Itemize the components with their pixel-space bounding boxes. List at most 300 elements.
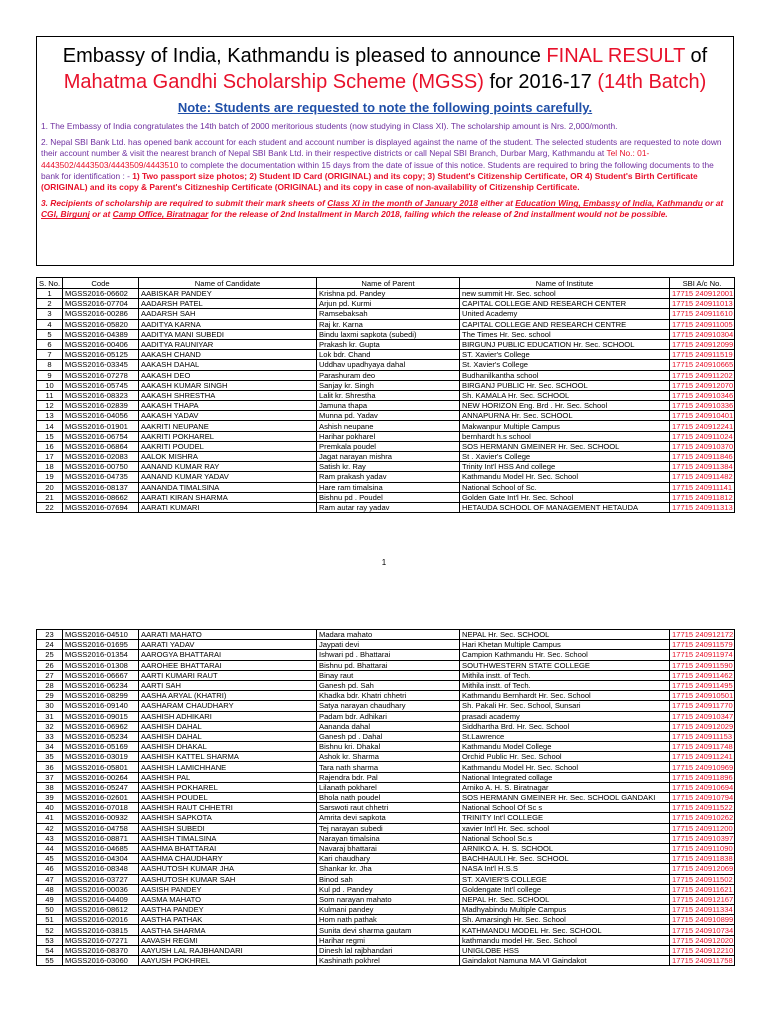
code-cell: MGSS2016-07704: [63, 299, 139, 309]
serial-number-cell: 36: [37, 762, 63, 772]
parent-name-cell: Bishnu pd . Poudel: [317, 492, 460, 502]
parent-name-cell: Jamuna thapa: [317, 401, 460, 411]
parent-name-cell: Bishnu kri. Dhakal: [317, 742, 460, 752]
institute-cell: Makwanpur Multiple Campus: [460, 421, 670, 431]
institute-cell: UNIGLOBE HSS: [460, 945, 670, 955]
candidate-name-cell: AANAND KUMAR YADAV: [139, 472, 317, 482]
parent-name-cell: Sunita devi sharma gautam: [317, 925, 460, 935]
table-row: [37, 329, 735, 339]
account-number-cell: 17715 240911610: [670, 309, 735, 319]
code-cell: MGSS2016-05801: [63, 762, 139, 772]
code-cell: MGSS2016-05247: [63, 782, 139, 792]
page-number: 1: [381, 558, 387, 567]
institute-cell: Trinity Int'l HSS And college: [460, 462, 670, 472]
candidate-name-cell: AAKRITI POKHAREL: [139, 431, 317, 441]
account-number-cell: 17715 240911519: [670, 350, 735, 360]
title-part: for 2016-17: [483, 71, 598, 93]
table-row: [37, 401, 735, 411]
serial-number-cell: 47: [37, 874, 63, 884]
institute-cell: Arniko A. H. S. Biratnagar: [460, 782, 670, 792]
serial-number-cell: 42: [37, 823, 63, 833]
serial-number-cell: 48: [37, 884, 63, 894]
point-3-text: for the release of 2nd Installment in March 2018, failing which the release of 2nd installment would not be possible.: [208, 209, 668, 220]
code-cell: MGSS2016-09015: [63, 711, 139, 721]
serial-number-cell: 37: [37, 772, 63, 782]
parent-name-cell: Padam bdr. Adhikari: [317, 711, 460, 721]
submission-period: Class XI in the month of January 2018: [327, 198, 479, 209]
account-number-cell: 17715 240910346: [670, 390, 735, 400]
parent-name-cell: Hare ram timalsina: [317, 482, 460, 492]
table-row: [37, 462, 735, 472]
parent-name-cell: Ram prakash yadav: [317, 472, 460, 482]
parent-name-cell: Shankar kr. Jha: [317, 864, 460, 874]
code-cell: MGSS2016-05169: [63, 742, 139, 752]
table-row: [37, 691, 735, 701]
code-cell: MGSS2016-05125: [63, 350, 139, 360]
table-row: [37, 925, 735, 935]
table-row: [37, 731, 735, 741]
notice-header: [36, 36, 734, 266]
serial-number-cell: 51: [37, 915, 63, 925]
candidate-name-cell: AARATI YADAV: [139, 640, 317, 650]
table-row: [37, 472, 735, 482]
title-part: Embassy of India, Kathmandu is pleased to announce: [62, 45, 547, 67]
institute-cell: Mithila instt. of Tech.: [460, 680, 670, 690]
parent-name-cell: Som narayan mahato: [317, 894, 460, 904]
parent-name-cell: Harihar pokharel: [317, 431, 460, 441]
point-3-text: either at: [478, 198, 516, 209]
candidate-name-cell: AASHA ARYAL (KHATRI): [139, 691, 317, 701]
table-row: [37, 289, 735, 299]
table-row: [37, 680, 735, 690]
table-row: [37, 711, 735, 721]
serial-number-cell: 17: [37, 452, 63, 462]
candidate-name-cell: AADARSH PATEL: [139, 299, 317, 309]
serial-number-cell: 19: [37, 472, 63, 482]
parent-name-cell: Uddhav upadhyaya dahal: [317, 360, 460, 370]
column-header: Name of Parent: [317, 278, 460, 289]
code-cell: MGSS2016-08612: [63, 905, 139, 915]
parent-name-cell: Lalit kr. Shrestha: [317, 390, 460, 400]
point-3-text: or at: [89, 209, 113, 220]
serial-number-cell: 55: [37, 956, 63, 966]
institute-cell: TRINITY Int'l COLLEGE: [460, 813, 670, 823]
table-row: [37, 935, 735, 945]
candidate-name-cell: AASHARAM CHAUDHARY: [139, 701, 317, 711]
code-cell: MGSS2016-04510: [63, 630, 139, 640]
candidate-name-cell: AADARSH SAH: [139, 309, 317, 319]
scheme-title: [41, 69, 729, 95]
institute-cell: ANNAPURNA Hr. Sec. SCHOOL: [460, 411, 670, 421]
candidate-name-cell: AADITYA KARNA: [139, 319, 317, 329]
table-row: [37, 752, 735, 762]
results-table-page-2: [36, 629, 735, 966]
code-cell: MGSS2016-08662: [63, 492, 139, 502]
table-row: [37, 630, 735, 640]
code-cell: MGSS2016-00286: [63, 309, 139, 319]
parent-name-cell: Navaraj bhattarai: [317, 843, 460, 853]
serial-number-cell: 20: [37, 482, 63, 492]
serial-number-cell: 8: [37, 360, 63, 370]
code-cell: MGSS2016-05234: [63, 731, 139, 741]
code-cell: MGSS2016-00264: [63, 772, 139, 782]
table-row: [37, 803, 735, 813]
institute-cell: Madhyabindu Multiple Campus: [460, 905, 670, 915]
institute-cell: BIRGUNJ PUBLIC EDUCATION Hr. Sec. SCHOOL: [460, 339, 670, 349]
code-cell: MGSS2016-04685: [63, 843, 139, 853]
code-cell: MGSS2016-04389: [63, 329, 139, 339]
parent-name-cell: Bishnu pd. Bhattarai: [317, 660, 460, 670]
institute-cell: National Integrated collage: [460, 772, 670, 782]
table-header-row: [37, 278, 735, 289]
institute-cell: HETAUDA SCHOOL OF MANAGEMENT HETAUDA: [460, 502, 670, 512]
parent-name-cell: Hom nath pathak: [317, 915, 460, 925]
parent-name-cell: Ramsebaksah: [317, 309, 460, 319]
code-cell: MGSS2016-03815: [63, 925, 139, 935]
institute-cell: Kathmandu Bernhardt Hr. Sec. School: [460, 691, 670, 701]
account-number-cell: 17715 240910262: [670, 813, 735, 823]
point-2-text: to complete the documentation within 15 days from the date of issue of this notice. Students are required to bring the following documents to the bank for identification : -: [41, 159, 714, 181]
account-number-cell: 17715 240911812: [670, 492, 735, 502]
institute-cell: Sh. KAMALA Hr. Sec. SCHOOL: [460, 390, 670, 400]
table-row: [37, 782, 735, 792]
account-number-cell: 17715 240912069: [670, 864, 735, 874]
account-number-cell: 17715 240911590: [670, 660, 735, 670]
account-number-cell: 17715 240912210: [670, 945, 735, 955]
account-number-cell: 17715 240911846: [670, 452, 735, 462]
candidate-name-cell: AASHUTOSH KUMAR SAH: [139, 874, 317, 884]
candidate-name-cell: AASHISH DAHAL: [139, 721, 317, 731]
institute-cell: Budhanilkantha school: [460, 370, 670, 380]
required-documents: 1) Two passport size photos; 2) Student ID Card (ORIGINAL) and its copy; 3) Student's Citizenship Certificate, OR 4) Student's Birth Certificate (ORIGINAL) and its copy & Parent's Citizneship Certificate (ORIGINAL) and its copy in case of non-availability of Citizenship Certificate.: [41, 170, 698, 193]
serial-number-cell: 35: [37, 752, 63, 762]
parent-name-cell: Lilanath pokharel: [317, 782, 460, 792]
code-cell: MGSS2016-06962: [63, 721, 139, 731]
code-cell: MGSS2016-02839: [63, 401, 139, 411]
office-kathmandu: Education Wing, Embassy of India, Kathmandu: [515, 198, 703, 209]
candidate-name-cell: AASHISH POUDEL: [139, 793, 317, 803]
institute-cell: Orchid Public Hr. Sec. School: [460, 752, 670, 762]
candidate-name-cell: AAROHEE BHATTARAI: [139, 660, 317, 670]
institute-cell: Kathmandu Model Hr. Sec. School: [460, 472, 670, 482]
code-cell: MGSS2016-00406: [63, 339, 139, 349]
candidate-name-cell: AASHMA CHAUDHARY: [139, 854, 317, 864]
account-number-cell: 17715 240910501: [670, 691, 735, 701]
table-row: [37, 813, 735, 823]
institute-cell: National School Sc.s: [460, 833, 670, 843]
notice-page: [36, 36, 734, 266]
table-row: [37, 452, 735, 462]
code-cell: MGSS2016-07018: [63, 803, 139, 813]
point-1: 1. The Embassy of India congratulates the 14th batch of 2000 meritorious students (now studying in Class XI). The scholarship amount is Nrs. 2,000/month.: [41, 121, 618, 131]
institute-cell: Campion Kathmandu Hr. Sec. School: [460, 650, 670, 660]
candidate-name-cell: AAKASH SHRESTHA: [139, 390, 317, 400]
table-row: [37, 650, 735, 660]
candidate-name-cell: AADITYA RAUNIYAR: [139, 339, 317, 349]
parent-name-cell: Munna pd. Yadav: [317, 411, 460, 421]
column-header: Name of Candidate: [139, 278, 317, 289]
account-number-cell: 17715 240911758: [670, 956, 735, 966]
code-cell: MGSS2016-06864: [63, 441, 139, 451]
account-number-cell: 17715 240911462: [670, 670, 735, 680]
code-cell: MGSS2016-01354: [63, 650, 139, 660]
table-row: [37, 701, 735, 711]
serial-number-cell: 34: [37, 742, 63, 752]
account-number-cell: 17715 240912020: [670, 935, 735, 945]
candidate-name-cell: AASHISH RAUT CHHETRI: [139, 803, 317, 813]
parent-name-cell: Tara nath sharma: [317, 762, 460, 772]
code-cell: MGSS2016-08137: [63, 482, 139, 492]
account-number-cell: 17715 240910304: [670, 329, 735, 339]
serial-number-cell: 33: [37, 731, 63, 741]
table-row: [37, 299, 735, 309]
candidate-name-cell: AARATI KIRAN SHARMA: [139, 492, 317, 502]
candidate-name-cell: AARTI KUMARI RAUT: [139, 670, 317, 680]
table-row: [37, 956, 735, 966]
serial-number-cell: 3: [37, 309, 63, 319]
table-row: [37, 843, 735, 853]
institute-cell: bernhardt h.s school: [460, 431, 670, 441]
institute-cell: NEW HORIZON Eng. Brd . Hr. Sec. School: [460, 401, 670, 411]
column-header: SBI A/c No.: [670, 278, 735, 289]
parent-name-cell: Bhola nath poudel: [317, 793, 460, 803]
table-row: [37, 670, 735, 680]
candidate-name-cell: AASHISH TIMALSINA: [139, 833, 317, 843]
candidate-name-cell: AAKASH YADAV: [139, 411, 317, 421]
parent-name-cell: Ram autar ray yadav: [317, 502, 460, 512]
parent-name-cell: Binod sah: [317, 874, 460, 884]
candidate-name-cell: AASTHA PATHAK: [139, 915, 317, 925]
institute-cell: Sh. Pakali Hr. Sec. School, Sunsari: [460, 701, 670, 711]
account-number-cell: 17715 240910969: [670, 762, 735, 772]
table-row: [37, 854, 735, 864]
candidate-name-cell: AARTI SAH: [139, 680, 317, 690]
table-row: [37, 742, 735, 752]
table-row: [37, 762, 735, 772]
serial-number-cell: 30: [37, 701, 63, 711]
code-cell: MGSS2016-07271: [63, 935, 139, 945]
serial-number-cell: 38: [37, 782, 63, 792]
code-cell: MGSS2016-06667: [63, 670, 139, 680]
table-row: [37, 884, 735, 894]
candidate-name-cell: AASHISH POKHAREL: [139, 782, 317, 792]
column-header: S. No.: [37, 278, 63, 289]
code-cell: MGSS2016-01901: [63, 421, 139, 431]
code-cell: MGSS2016-08299: [63, 691, 139, 701]
account-number-cell: 17715 240911200: [670, 823, 735, 833]
serial-number-cell: 43: [37, 833, 63, 843]
account-number-cell: 17715 240911748: [670, 742, 735, 752]
parent-name-cell: Tej narayan subedi: [317, 823, 460, 833]
serial-number-cell: 4: [37, 319, 63, 329]
parent-name-cell: Amrita devi sapkota: [317, 813, 460, 823]
serial-number-cell: 29: [37, 691, 63, 701]
institute-cell: Mithila instt. of Tech.: [460, 670, 670, 680]
table-row: [37, 915, 735, 925]
parent-name-cell: Ashok kr. Sharma: [317, 752, 460, 762]
serial-number-cell: 16: [37, 441, 63, 451]
candidate-name-cell: AASTHA SHARMA: [139, 925, 317, 935]
scheme-name: Mahatma Gandhi Scholarship Scheme (MGSS): [63, 71, 484, 93]
table-row: [37, 502, 735, 512]
table-row: [37, 482, 735, 492]
account-number-cell: 17715 240910665: [670, 360, 735, 370]
table-row: [37, 945, 735, 955]
serial-number-cell: 13: [37, 411, 63, 421]
serial-number-cell: 27: [37, 670, 63, 680]
table-row: [37, 793, 735, 803]
serial-number-cell: 12: [37, 401, 63, 411]
parent-name-cell: Parashuram deo: [317, 370, 460, 380]
account-number-cell: 17715 240911502: [670, 874, 735, 884]
institute-cell: SOS HERMANN GMEINER Hr. Sec. SCHOOL: [460, 441, 670, 451]
account-number-cell: 17715 240911090: [670, 843, 735, 853]
account-number-cell: 17715 240911896: [670, 772, 735, 782]
code-cell: MGSS2016-07694: [63, 502, 139, 512]
parent-name-cell: Ganesh pd. Sah: [317, 680, 460, 690]
institute-cell: St. Xavier's College: [460, 360, 670, 370]
parent-name-cell: Ganesh pd . Dahal: [317, 731, 460, 741]
account-number-cell: 17715 240911482: [670, 472, 735, 482]
serial-number-cell: 46: [37, 864, 63, 874]
table-row: [37, 319, 735, 329]
table-row: [37, 309, 735, 319]
serial-number-cell: 25: [37, 650, 63, 660]
table-row: [37, 431, 735, 441]
institute-cell: Goldengate Int'l college: [460, 884, 670, 894]
candidate-name-cell: AANAND KUMAR RAY: [139, 462, 317, 472]
point-2: [41, 137, 729, 193]
serial-number-cell: 53: [37, 935, 63, 945]
parent-name-cell: Harihar regmi: [317, 935, 460, 945]
serial-number-cell: 49: [37, 894, 63, 904]
candidate-name-cell: AAKASH THAPA: [139, 401, 317, 411]
institute-cell: SOUTHWESTERN STATE COLLEGE: [460, 660, 670, 670]
parent-name-cell: Ashish neupane: [317, 421, 460, 431]
serial-number-cell: 21: [37, 492, 63, 502]
candidate-name-cell: AAKASH DEO: [139, 370, 317, 380]
account-number-cell: 17715 240911384: [670, 462, 735, 472]
code-cell: MGSS2016-08348: [63, 864, 139, 874]
account-number-cell: 17715 240911241: [670, 752, 735, 762]
parent-name-cell: Binay raut: [317, 670, 460, 680]
serial-number-cell: 52: [37, 925, 63, 935]
candidate-name-cell: AASHISH SUBEDI: [139, 823, 317, 833]
candidate-name-cell: AAKASH KUMAR SINGH: [139, 380, 317, 390]
code-cell: MGSS2016-03060: [63, 956, 139, 966]
institute-cell: The Times Hr. Sec. school: [460, 329, 670, 339]
table-row: [37, 360, 735, 370]
parent-name-cell: Dinesh lal rajbhandari: [317, 945, 460, 955]
candidate-name-cell: AASHISH ADHIKARI: [139, 711, 317, 721]
table-row: [37, 390, 735, 400]
parent-name-cell: Jagat narayan mishra: [317, 452, 460, 462]
account-number-cell: 17715 240911313: [670, 502, 735, 512]
serial-number-cell: 11: [37, 390, 63, 400]
serial-number-cell: 32: [37, 721, 63, 731]
candidate-name-cell: AARATI KUMARI: [139, 502, 317, 512]
table-row: [37, 411, 735, 421]
account-number-cell: 17715 240910401: [670, 411, 735, 421]
candidate-name-cell: AAKRITI NEUPANE: [139, 421, 317, 431]
serial-number-cell: 18: [37, 462, 63, 472]
note-heading: Note: Students are requested to note the following points carefully.: [177, 100, 593, 115]
point-3: [41, 198, 729, 220]
institute-cell: CAPITAL COLLEGE AND RESEARCH CENTRE: [460, 319, 670, 329]
candidate-name-cell: AABISKAR PANDEY: [139, 289, 317, 299]
institute-cell: NEPAL Hr. Sec. SCHOOL: [460, 630, 670, 640]
institute-cell: BACHHAULI Hr. Sec. SCHOOL: [460, 854, 670, 864]
table-row: [37, 772, 735, 782]
code-cell: MGSS2016-08370: [63, 945, 139, 955]
account-number-cell: 17715 240911579: [670, 640, 735, 650]
account-number-cell: 17715 240912167: [670, 894, 735, 904]
table-row: [37, 441, 735, 451]
table-row: [37, 370, 735, 380]
candidate-name-cell: AAKASH DAHAL: [139, 360, 317, 370]
institute-cell: NEPAL Hr. Sec. SCHOOL: [460, 894, 670, 904]
table-row: [37, 894, 735, 904]
account-number-cell: 17715 240911770: [670, 701, 735, 711]
point-3-text: or at: [702, 198, 724, 209]
institute-cell: Kathmandu Model College: [460, 742, 670, 752]
parent-name-cell: Kulmani pandey: [317, 905, 460, 915]
institute-cell: ST. XAVIER'S COLLEGE: [460, 874, 670, 884]
serial-number-cell: 41: [37, 813, 63, 823]
institute-cell: NASA Int'l H.S.S: [460, 864, 670, 874]
institute-cell: National School Of Sc s: [460, 803, 670, 813]
account-number-cell: 17715 240911024: [670, 431, 735, 441]
point-3-text: 3. Recipients of scholarship are required to submit their mark sheets of: [41, 198, 328, 209]
account-number-cell: 17715 240911334: [670, 905, 735, 915]
account-number-cell: 17715 240910347: [670, 711, 735, 721]
code-cell: MGSS2016-06234: [63, 680, 139, 690]
serial-number-cell: 44: [37, 843, 63, 853]
parent-name-cell: Kashinath pokhrel: [317, 956, 460, 966]
parent-name-cell: Jaypati devi: [317, 640, 460, 650]
table-row: [37, 640, 735, 650]
account-number-cell: 17715 240910899: [670, 915, 735, 925]
parent-name-cell: Krishna pd. Pandey: [317, 289, 460, 299]
account-number-cell: 17715 240912241: [670, 421, 735, 431]
candidate-name-cell: AASHISH DHAKAL: [139, 742, 317, 752]
institute-cell: Siddhartha Brd. Hr. Sec. School: [460, 721, 670, 731]
institute-cell: kathmandu model Hr. Sec. School: [460, 935, 670, 945]
candidate-name-cell: AASHUTOSH KUMAR JHA: [139, 864, 317, 874]
serial-number-cell: 26: [37, 660, 63, 670]
code-cell: MGSS2016-01308: [63, 660, 139, 670]
code-cell: MGSS2016-04056: [63, 411, 139, 421]
parent-name-cell: Kari chaudhary: [317, 854, 460, 864]
code-cell: MGSS2016-00036: [63, 884, 139, 894]
code-cell: MGSS2016-04735: [63, 472, 139, 482]
serial-number-cell: 40: [37, 803, 63, 813]
parent-name-cell: Rajendra bdr. Pal: [317, 772, 460, 782]
institute-cell: CAPITAL COLLEGE AND RESEARCH CENTER: [460, 299, 670, 309]
code-cell: MGSS2016-03727: [63, 874, 139, 884]
parent-name-cell: Premkala poudel: [317, 441, 460, 451]
serial-number-cell: 39: [37, 793, 63, 803]
account-number-cell: 17715 240912172: [670, 630, 735, 640]
parent-name-cell: Ishwari pd . Bhattarai: [317, 650, 460, 660]
serial-number-cell: 9: [37, 370, 63, 380]
code-cell: MGSS2016-03345: [63, 360, 139, 370]
candidate-name-cell: AASTHA PANDEY: [139, 905, 317, 915]
code-cell: MGSS2016-09140: [63, 701, 139, 711]
account-number-cell: 17715 240911522: [670, 803, 735, 813]
candidate-name-cell: AAKASH CHAND: [139, 350, 317, 360]
code-cell: MGSS2016-05820: [63, 319, 139, 329]
